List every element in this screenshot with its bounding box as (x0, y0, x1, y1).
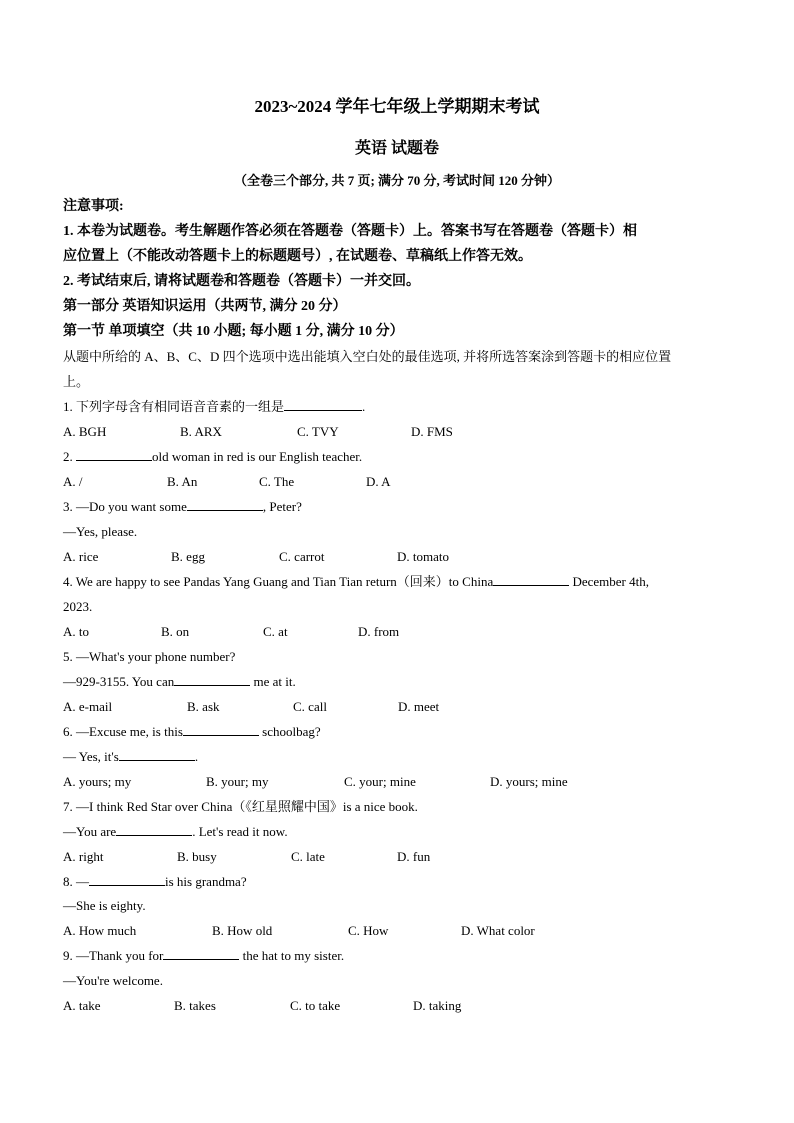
reply-text: —You are (63, 824, 117, 839)
question-5-options (63, 698, 763, 716)
option-a: A. How much (63, 923, 137, 938)
question-9-reply: —You're welcome. (63, 973, 163, 988)
question-6-options (63, 773, 763, 791)
question-1-options (63, 423, 763, 441)
option-b: B. your; my (206, 774, 269, 789)
option-a: A. yours; my (63, 774, 132, 789)
question-3 (63, 498, 302, 516)
question-4-continuation: 2023. (63, 599, 93, 614)
question-9 (63, 947, 344, 965)
option-a: A. to (63, 624, 89, 639)
question-text: 4. We are happy to see Pandas Yang Guang and Tian Tian return（回来）to China (63, 574, 494, 589)
question-7-options (63, 848, 763, 866)
option-a: A. / (63, 474, 83, 489)
question-3-options (63, 548, 763, 566)
question-7: 7. —I think Red Star over China（《红星照耀中国》is a nice book. (63, 799, 418, 814)
option-c: C. to take (290, 998, 341, 1013)
answer-blank (174, 673, 250, 686)
question-text: 2. (63, 449, 76, 464)
question-5: 5. —What's your phone number? (63, 649, 236, 664)
option-d: D. What color (461, 923, 535, 938)
option-c: C. call (293, 699, 327, 714)
question-8-options (63, 922, 763, 940)
question-text-end: old woman in red is our English teacher. (152, 449, 363, 464)
reply-text-end: . (194, 749, 199, 764)
reply-text: — Yes, it's (63, 749, 119, 764)
option-c: C. How (348, 923, 389, 938)
exam-title: 2023~2024 学年七年级上学期期末考试 (254, 97, 540, 116)
question-text-end: schoolbag? (258, 724, 321, 739)
question-7-reply (63, 823, 288, 841)
question-8 (63, 873, 247, 891)
option-c: C. The (259, 474, 295, 489)
question-1 (63, 398, 365, 416)
option-c: C. late (291, 849, 325, 864)
option-b: B. ARX (180, 424, 222, 439)
answer-blank (187, 498, 263, 511)
option-a: A. e-mail (63, 699, 113, 714)
instruction-line-2: 上。 (63, 374, 90, 389)
option-d: D. from (358, 624, 400, 639)
option-c: C. your; mine (344, 774, 416, 789)
reply-text-end: . Let's read it now. (192, 824, 288, 839)
option-c: C. TVY (297, 424, 339, 439)
notes-item-1-line-2: 应位置上（不能改动答题卡上的标题题号）, 在试题卷、草稿纸上作答无效。 (63, 249, 532, 264)
option-c: C. carrot (279, 549, 325, 564)
answer-blank (183, 723, 259, 736)
question-2 (63, 448, 362, 466)
part1-heading: 第一部分 英语知识运用（共两节, 满分 20 分） (63, 299, 347, 314)
option-d: D. fun (397, 849, 431, 864)
question-4-options (63, 623, 763, 641)
option-b: B. on (161, 624, 190, 639)
question-9-options (63, 997, 763, 1015)
option-d: D. FMS (411, 424, 453, 439)
answer-blank (493, 573, 569, 586)
option-a: A. rice (63, 549, 99, 564)
option-b: B. busy (177, 849, 217, 864)
question-6-reply (63, 748, 198, 766)
question-6 (63, 723, 321, 741)
notes-item-1-line-1: 1. 本卷为试题卷。考生解题作答必须在答题卷（答题卡）上。答案书写在答题卷（答题卡）相 (63, 224, 637, 239)
question-3-reply: —Yes, please. (63, 524, 138, 539)
instruction-line-1: 从题中所给的 A、B、C、D 四个选项中选出能填入空白处的最佳选项, 并将所选答案涂到答题卡的相应位置 (63, 349, 672, 364)
option-b: B. ask (187, 699, 220, 714)
option-b: B. takes (174, 998, 216, 1013)
option-d: D. A (366, 474, 391, 489)
question-text: 1. 下列字母含有相同语音音素的一组是 (63, 399, 285, 414)
answer-blank (116, 823, 192, 836)
answer-blank (76, 448, 152, 461)
question-text: 6. —Excuse me, is this (63, 724, 183, 739)
question-2-options (63, 473, 763, 491)
option-a: A. take (63, 998, 101, 1013)
option-b: B. egg (171, 549, 205, 564)
option-d: D. meet (398, 699, 440, 714)
section1-heading: 第一节 单项填空（共 10 小题; 每小题 1 分, 满分 10 分） (63, 324, 404, 339)
question-text: 8. — (63, 874, 89, 889)
option-b: B. How old (212, 923, 273, 938)
answer-blank (284, 398, 362, 411)
question-4 (63, 573, 649, 591)
reply-text-end: me at it. (250, 674, 296, 689)
exam-info: （全卷三个部分, 共 7 页; 满分 70 分, 考试时间 120 分钟） (233, 173, 561, 188)
answer-blank (163, 947, 239, 960)
question-text-end: is his grandma? (165, 874, 247, 889)
option-d: D. yours; mine (490, 774, 568, 789)
option-d: D. taking (413, 998, 462, 1013)
question-text: 3. —Do you want some (63, 499, 187, 514)
option-b: B. An (167, 474, 198, 489)
option-c: C. at (263, 624, 288, 639)
option-a: A. BGH (63, 424, 107, 439)
notes-heading: 注意事项: (63, 199, 124, 214)
question-5-reply (63, 673, 296, 691)
question-text-end: , Peter? (262, 499, 302, 514)
answer-blank (89, 873, 165, 886)
reply-text: —929-3155. You can (63, 674, 175, 689)
answer-blank (119, 748, 195, 761)
option-a: A. right (63, 849, 104, 864)
question-text-end: December 4th, (569, 574, 649, 589)
question-8-reply: —She is eighty. (63, 898, 146, 913)
question-text: 9. —Thank you for (63, 948, 164, 963)
question-text-end: . (362, 399, 366, 414)
question-text-end: the hat to my sister. (239, 948, 345, 963)
option-d: D. tomato (397, 549, 449, 564)
exam-subtitle: 英语 试题卷 (354, 140, 439, 157)
notes-item-2: 2. 考试结束后, 请将试题卷和答题卷（答题卡）一并交回。 (63, 274, 420, 289)
